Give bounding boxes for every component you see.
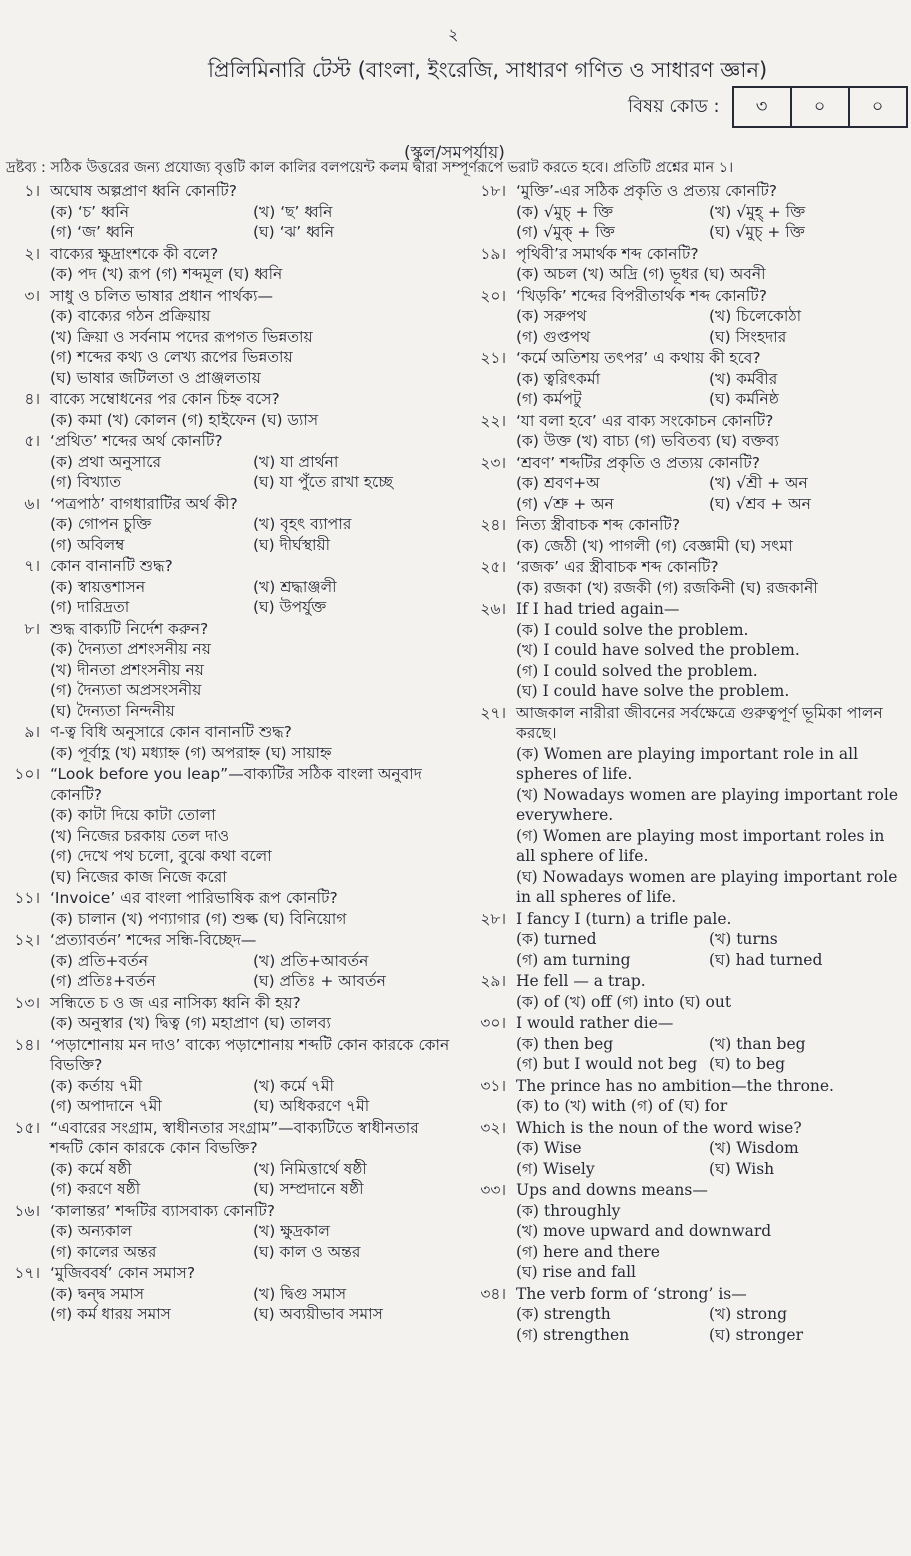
answer-option: (ঘ) rise and fall — [516, 1263, 636, 1281]
answer-option: (খ) ক্ষুদ্রকাল — [253, 1222, 330, 1240]
answer-option: (ক) I could solve the problem. — [516, 620, 749, 639]
answer-option: (গ) √মুক্ + ক্তি — [516, 223, 615, 241]
answer-options — [50, 1159, 456, 1200]
question-body — [50, 431, 456, 493]
question-item — [6, 389, 456, 430]
question-number: ৬। — [24, 494, 40, 513]
answer-option: (খ) than beg — [709, 1034, 806, 1053]
question-number: ৩৪। — [480, 1284, 506, 1303]
answer-option: (ক) বাক্যের গঠন প্রক্রিয়ায় — [50, 307, 211, 325]
question-number: ২৯। — [480, 972, 506, 990]
answer-option: (ঘ) had turned — [709, 950, 823, 969]
answer-option: (ঘ) দীর্ঘস্থায়ী — [253, 535, 331, 554]
answer-options — [516, 306, 902, 347]
answer-option: (গ) ‘জ’ ধ্বনি — [50, 223, 134, 241]
answer-option: (খ) বৃহৎ ব্যাপার — [253, 515, 352, 533]
answer-option: (ক) অন্যকাল — [50, 1222, 132, 1240]
question-text: ‘Invoice’ এর বাংলা পারিভাষিক রূপ কোনটি? — [50, 889, 338, 907]
question-text: শুদ্ধ বাক্যটি নির্দেশ করুন? — [50, 619, 209, 638]
answer-options — [50, 202, 456, 243]
answer-options — [516, 202, 902, 243]
question-text: ‘কালান্তর’ শব্দটির ব্যাসবাক্য কোনটি? — [50, 1201, 275, 1220]
answer-option: (খ) যা প্রার্থনা — [253, 452, 339, 471]
question-body — [516, 1118, 902, 1180]
question-body — [50, 764, 456, 887]
question-text: Ups and downs means— — [516, 1181, 708, 1199]
answer-option: (গ) প্রতিঃ+বর্তন — [50, 972, 156, 990]
question-number: ১০। — [14, 765, 40, 783]
question-body — [516, 557, 902, 598]
question-number: ২১। — [480, 349, 506, 367]
answer-option: (ঘ) প্রতিঃ + আবর্তন — [253, 972, 386, 990]
answer-option: (ক) দ্বন্দ্ব সমাস — [50, 1284, 145, 1303]
answer-option: (ক) প্রথা অনুসারে — [50, 452, 162, 471]
question-item — [472, 286, 902, 348]
question-body — [50, 1035, 456, 1117]
answer-options — [516, 578, 902, 599]
subject-code — [628, 86, 908, 128]
answer-option: (খ) শ্রদ্ধাঞ্জলী — [253, 577, 337, 596]
answer-option: (খ) strong — [709, 1305, 788, 1323]
question-text: ‘মুজিববর্ষ’ কোন সমাস? — [50, 1264, 196, 1282]
answer-options — [50, 306, 456, 388]
answer-option: (গ) দেখে পথ চলো, বুঝে কথা বলো — [50, 847, 272, 865]
answer-option: (খ) Nowadays women are playing important role everywhere. — [516, 785, 898, 824]
answer-options — [516, 369, 902, 410]
question-number: ৩১। — [480, 1076, 506, 1095]
question-body — [50, 494, 456, 556]
answer-option: (গ) শব্দের কথ্য ও লেখ্য রূপের ভিন্নতায় — [50, 348, 293, 366]
right-question-column — [472, 181, 902, 1346]
question-body — [50, 286, 456, 389]
question-number: ৮। — [24, 619, 40, 638]
answer-option: (ঘ) অব্যয়ীভাব সমাস — [253, 1305, 383, 1323]
answer-options — [50, 1076, 456, 1117]
question-text: নিত্য স্ত্রীবাচক শব্দ কোনটি? — [516, 516, 681, 534]
question-body — [516, 599, 902, 702]
question-number: ২৫। — [480, 558, 506, 576]
question-text: The prince has no ambition—the throne. — [516, 1076, 834, 1095]
answer-option: (গ) দারিদ্রতা — [50, 598, 130, 616]
question-item — [472, 557, 902, 598]
question-text: ‘কর্মে অতিশয় তৎপর’ এ কথায় কী হবে? — [516, 349, 761, 367]
question-body — [516, 1284, 902, 1346]
answer-option: (ক) কমা (খ) কোলন (গ) হাইফেন (ঘ) ড্যাস — [50, 410, 319, 429]
question-number: ১৯। — [480, 244, 506, 263]
answer-options — [50, 743, 456, 764]
answer-options — [516, 1201, 902, 1283]
answer-option: (ক) দৈন্যতা প্রশংসনীয় নয় — [50, 640, 211, 658]
answer-options — [516, 1138, 902, 1179]
question-text: If I had tried again— — [516, 600, 680, 618]
answer-option: (ক) to (খ) with (গ) of (ঘ) for — [516, 1097, 728, 1115]
question-body — [50, 722, 456, 763]
subject-code-digit: ৩ — [755, 95, 768, 117]
question-number: ৫। — [24, 432, 40, 450]
answer-options — [516, 929, 902, 970]
answer-option: (খ) ‘ছ’ ধ্বনি — [253, 202, 333, 221]
answer-options — [516, 1096, 902, 1117]
answer-options — [50, 1284, 456, 1325]
question-body — [516, 453, 902, 515]
question-body — [50, 1201, 456, 1263]
answer-options — [50, 805, 456, 887]
answer-option: (ঘ) সিংহদার — [709, 327, 787, 346]
exam-title: প্রিলিমিনারি টেস্ট (বাংলা, ইংরেজি, সাধারণ গণিত ও সাধারণ জ্ঞান) — [208, 58, 768, 82]
question-item — [6, 181, 456, 243]
question-text: Which is the noun of the word wise? — [516, 1118, 802, 1137]
question-text: ‘পত্রপাঠ’ বাগধারাটির অর্থ কী? — [50, 494, 238, 513]
question-number: ২৭। — [480, 703, 506, 722]
question-text: কোন বানানটি শুদ্ধ? — [50, 557, 173, 575]
question-text: ‘রজক’ এর স্ত্রীবাচক শব্দ কোনটি? — [516, 558, 719, 576]
question-number: ২৪। — [480, 516, 506, 534]
question-number: ২৩। — [480, 453, 506, 472]
answer-option: (গ) strengthen — [516, 1325, 630, 1344]
question-text: আজকাল নারীরা জীবনের সর্বক্ষেত্রে গুরুত্বপূর্ণ ভূমিকা পালন করছে। — [516, 703, 883, 742]
answer-option: (খ) চিলেকোঠা — [709, 307, 802, 325]
question-text: “Look before you leap”—বাক্যটির সঠিক বাংলা অনুবাদ কোনটি? — [50, 765, 422, 804]
answer-option: (ঘ) √মুচ্ + ক্তি — [709, 223, 805, 241]
question-body — [516, 1013, 902, 1075]
answer-option: (খ) √শ্রী + অন — [709, 474, 808, 492]
answer-options — [50, 1221, 456, 1262]
question-text: সন্ধিতে চ ও জ এর নাসিক্য ধ্বনি কী হয়? — [50, 993, 301, 1012]
question-body — [516, 244, 902, 285]
answer-options — [516, 1304, 902, 1345]
question-text: He fell — a trap. — [516, 972, 646, 990]
question-item — [6, 1263, 456, 1325]
answer-option: (গ) Wisely — [516, 1159, 595, 1178]
answer-options — [50, 577, 456, 618]
question-number: ২৮। — [480, 909, 506, 928]
question-item — [472, 348, 902, 410]
answer-option: (খ) দ্বিগু সমাস — [253, 1284, 347, 1303]
answer-option: (ক) কাটা দিয়ে কাটা তোলা — [50, 806, 216, 824]
question-text: I would rather die— — [516, 1014, 674, 1032]
answer-option: (ঘ) সম্প্রদানে ষষ্ঠী — [253, 1180, 364, 1198]
question-body — [50, 1263, 456, 1325]
question-item — [472, 181, 902, 243]
question-body — [516, 971, 902, 1012]
question-number: ৩৩। — [480, 1181, 506, 1199]
answer-options — [516, 992, 902, 1013]
question-number: ৩২। — [480, 1118, 506, 1137]
question-number: ২। — [24, 244, 40, 263]
question-number: ৩০। — [480, 1014, 506, 1032]
answer-options — [516, 536, 902, 557]
answer-option: (খ) নিজের চরকায় তেল দাও — [50, 826, 230, 845]
question-text: অঘোষ অল্পপ্রাণ ধ্বনি কোনটি? — [50, 182, 237, 200]
answer-option: (খ) প্রতি+আবর্তন — [253, 951, 369, 970]
answer-option: (গ) Women are playing most important roles in all sphere of life. — [516, 826, 885, 865]
question-text: “এবারের সংগ্রাম, স্বাধীনতার সংগ্রাম”—বাক্যটিতে স্বাধীনতার শব্দটি কোন কারকে কোন বিভক্তি? — [50, 1118, 419, 1157]
answer-option: (গ) দৈন্যতা অপ্রসংসনীয় — [50, 681, 202, 699]
question-body — [516, 909, 902, 971]
question-number: ১২। — [14, 931, 40, 949]
answer-option: (ক) প্রতি+বর্তন — [50, 951, 148, 970]
question-item — [472, 1284, 902, 1346]
question-item — [6, 431, 456, 493]
exam-subtitle: (স্কুল/সমপর্যায়) — [404, 143, 505, 163]
question-body — [50, 556, 456, 618]
question-item — [472, 453, 902, 515]
answer-option: (ঘ) ‘ঝ’ ধ্বনি — [253, 223, 335, 241]
answer-options — [50, 909, 456, 930]
answer-option: (ক) জেঠী (খ) পাগলী (গ) বেজ্ঞামী (ঘ) সৎমা — [516, 536, 793, 555]
question-text: ‘মুক্তি’-এর সঠিক প্রকৃতি ও প্রত্যয় কোনটি? — [516, 182, 777, 200]
answer-option: (খ) কর্মে ৭মী — [253, 1076, 334, 1095]
answer-option: (ক) কর্মে ষষ্ঠী — [50, 1159, 132, 1178]
answer-option: (ঘ) কর্মনিষ্ঠ — [709, 390, 779, 408]
answer-option: (খ) √মুহ্ + ক্তি — [709, 202, 806, 221]
question-text: পৃথিবী’র সমার্থক শব্দ কোনটি? — [516, 244, 699, 263]
answer-option: (খ) ক্রিয়া ও সর্বনাম পদের রূপগত ভিন্নতায় — [50, 327, 313, 346]
question-item — [6, 494, 456, 556]
question-text: ‘খিড়কি’ শব্দের বিপরীতার্থক শব্দ কোনটি? — [516, 286, 767, 305]
answer-options — [50, 452, 456, 493]
answer-option: (খ) turns — [709, 930, 778, 948]
question-item — [472, 971, 902, 1012]
answer-option: (গ) অপাদানে ৭মী — [50, 1097, 162, 1115]
question-text: বাক্যের ক্ষুদ্রাংশকে কী বলে? — [50, 244, 219, 263]
answer-option: (ক) স্বায়ত্তশাসন — [50, 577, 146, 596]
answer-option: (ক) strength — [516, 1305, 611, 1323]
question-number: ১৫। — [14, 1118, 40, 1137]
answer-option: (ঘ) যা পুঁতে রাখা হচ্ছে — [253, 473, 393, 491]
question-number: ৪। — [24, 390, 40, 408]
question-item — [6, 888, 456, 929]
answer-options — [50, 514, 456, 555]
answer-options — [50, 264, 456, 285]
answer-option: (ঘ) Wish — [709, 1159, 775, 1178]
answer-option: (ঘ) নিজের কাজ নিজে করো — [50, 867, 227, 886]
question-item — [6, 764, 456, 887]
question-item — [6, 286, 456, 389]
question-body — [50, 930, 456, 992]
question-item — [6, 1201, 456, 1263]
question-text: সাধু ও চলিত ভাষার প্রধান পার্থক্য— — [50, 286, 273, 305]
answer-option: (ক) অচল (খ) অদ্রি (গ) ভূধর (ঘ) অবনী — [516, 265, 766, 283]
answer-option: (ক) রজকা (খ) রজকী (গ) রজকিনী (ঘ) রজকানী — [516, 578, 818, 597]
question-number: ৩। — [24, 286, 40, 305]
left-question-column — [6, 181, 456, 1326]
question-body — [50, 1118, 456, 1200]
answer-option: (খ) I could have solved the problem. — [516, 641, 800, 659]
question-text: ণ-ত্ব বিধি অনুসারে কোন বানানটি শুদ্ধ? — [50, 723, 292, 741]
answer-option: (গ) কর্ম ধারয় সমাস — [50, 1305, 171, 1323]
answer-options — [516, 1034, 902, 1075]
answer-option: (ক) of (খ) off (গ) into (ঘ) out — [516, 992, 732, 1011]
question-text: I fancy I (turn) a trifle pale. — [516, 909, 732, 928]
question-item — [6, 556, 456, 618]
answer-option: (ক) চালান (খ) পণ্যাগার (গ) শুল্ক (ঘ) বিনিয়োগ — [50, 909, 347, 928]
question-number: ২০। — [480, 286, 506, 305]
question-text: বাক্যে সম্বোধনের পর কোন চিহ্ন বসে? — [50, 390, 280, 408]
question-item — [6, 993, 456, 1034]
question-item — [6, 930, 456, 992]
question-item — [472, 703, 902, 908]
question-text: ‘পড়াশোনায় মন দাও’ বাক্যে পড়াশোনায় শব্দটি কোন কারকে কোন বিভক্তি? — [50, 1035, 450, 1074]
question-item — [472, 411, 902, 452]
question-item — [6, 619, 456, 722]
answer-option: (ঘ) Nowadays women are playing important role in all spheres of life. — [516, 867, 898, 906]
answer-options — [516, 620, 902, 702]
answer-option: (ঘ) উপর্যুক্ত — [253, 598, 327, 616]
question-body — [516, 1180, 902, 1283]
question-number: ১৬। — [14, 1201, 40, 1220]
answer-option: (ক) পদ (খ) রূপ (গ) শব্দমূল (ঘ) ধ্বনি — [50, 265, 283, 283]
question-body — [516, 348, 902, 410]
answer-option: (গ) গুপ্তপথ — [516, 327, 591, 346]
answer-option: (ক) গোপন চুক্তি — [50, 515, 152, 533]
question-number: ১৭। — [14, 1264, 40, 1282]
answer-option: (গ) করণে ষষ্ঠী — [50, 1180, 141, 1198]
question-body — [50, 389, 456, 430]
answer-option: (ক) অনুস্বার (খ) দ্বিত্ব (গ) মহাপ্রাণ (ঘ) তালব্য — [50, 1014, 331, 1032]
answer-option: (ঘ) ভাষার জটিলতা ও প্রাঞ্জলতায় — [50, 368, 261, 387]
question-item — [472, 244, 902, 285]
answer-option: (ক) শ্রবণ+অ — [516, 474, 600, 492]
page-number: ২ — [448, 25, 459, 44]
answer-option: (ঘ) অধিকরণে ৭মী — [253, 1097, 370, 1115]
answer-option: (গ) but I would not beg — [516, 1055, 698, 1073]
question-item — [472, 1013, 902, 1075]
question-item — [472, 909, 902, 971]
answer-option: (ক) turned — [516, 930, 597, 948]
subject-code-box — [732, 86, 908, 128]
answer-options — [516, 264, 902, 285]
question-item — [472, 1118, 902, 1180]
answer-options — [50, 639, 456, 721]
question-text: ‘প্রথিত’ শব্দের অর্থ কোনটি? — [50, 432, 223, 450]
question-number: ৯। — [24, 723, 40, 741]
answer-option: (ক) Wise — [516, 1139, 582, 1157]
question-item — [6, 722, 456, 763]
subject-code-digit: ০ — [790, 88, 848, 126]
answer-option: (গ) কালের অন্তর — [50, 1242, 157, 1261]
answer-option: (ক) ত্বরিৎকর্মা — [516, 369, 601, 388]
answer-options — [50, 951, 456, 992]
answer-option: (ক) কর্তায় ৭মী — [50, 1076, 143, 1095]
answer-option: (গ) am turning — [516, 950, 631, 969]
answer-option: (গ) √শ্রু + অন — [516, 494, 614, 513]
question-number: ১১। — [14, 889, 40, 907]
answer-option: (ঘ) I could have solve the problem. — [516, 682, 790, 700]
answer-option: (ঘ) কাল ও অন্তর — [253, 1242, 361, 1261]
question-item — [472, 599, 902, 702]
answer-option: (খ) move upward and downward — [516, 1222, 772, 1240]
answer-option: (ঘ) √শ্রব + অন — [709, 494, 811, 513]
question-body — [516, 286, 902, 348]
answer-options — [50, 410, 456, 431]
question-number: ২২। — [480, 411, 506, 430]
answer-option: (খ) Wisdom — [709, 1139, 799, 1157]
answer-option: (ক) উক্ত (খ) বাচ্য (গ) ভবিতব্য (ঘ) বক্তব্য — [516, 432, 779, 450]
question-text: The verb form of ‘strong’ is— — [516, 1284, 747, 1303]
question-number: ৭। — [24, 557, 40, 575]
question-body — [50, 888, 456, 929]
question-body — [50, 244, 456, 285]
answer-option: (খ) কর্মবীর — [709, 369, 778, 388]
answer-option: (ক) throughly — [516, 1201, 621, 1220]
question-number: ১। — [24, 182, 40, 200]
answer-option: (ক) then beg — [516, 1034, 614, 1053]
answer-options — [516, 473, 902, 514]
question-body — [516, 703, 902, 908]
question-number: ১৪। — [14, 1035, 40, 1054]
answer-option: (গ) I could solved the problem. — [516, 661, 758, 680]
answer-option: (গ) অবিলম্ব — [50, 535, 125, 554]
answer-option: (গ) বিখ্যাত — [50, 473, 122, 491]
question-body — [50, 619, 456, 722]
instruction: দ্রষ্টব্য : সঠিক উত্তরের জন্য প্রযোজ্য বৃত্তটি কাল কালির বলপয়েন্ট কলম দ্বারা সম্পূর্ণরূপে ভরাট করতে হবে। প্রতিটি প্রশ্নের মান ১। — [6, 160, 734, 176]
question-text: ‘শ্রবণ’ শব্দটির প্রকৃতি ও প্রত্যয় কোনটি? — [516, 453, 760, 472]
answer-option: (ঘ) দৈন্যতা নিন্দনীয় — [50, 701, 175, 720]
answer-options — [516, 431, 902, 452]
question-number: ২৬। — [480, 600, 506, 618]
question-item — [6, 244, 456, 285]
question-number: ১৮। — [480, 182, 506, 200]
question-text: ‘যা বলা হবে’ এর বাক্য সংকোচন কোনটি? — [516, 411, 774, 430]
answer-option: (ক) পূর্বাহ্ণ (খ) মধ্যাহ্ন (গ) অপরাহ্ন (ঘ) সায়াহ্ন — [50, 743, 332, 762]
answer-option: (গ) কর্মপটু — [516, 390, 582, 408]
question-body — [516, 411, 902, 452]
question-item — [6, 1035, 456, 1117]
answer-option: (ক) ‘চ’ ধ্বনি — [50, 202, 129, 221]
question-item — [6, 1118, 456, 1200]
answer-option: (খ) দীনতা প্রশংসনীয় নয় — [50, 660, 204, 679]
question-text: ‘প্রত্যাবর্তন’ শব্দের সন্ধি-বিচ্ছেদ— — [50, 931, 257, 949]
question-item — [472, 1180, 902, 1283]
answer-option: (খ) নিমিত্তার্থে ষষ্ঠী — [253, 1159, 367, 1178]
answer-option: (ক) Women are playing important role in all spheres of life. — [516, 744, 859, 783]
answer-option: (ক) সরুপথ — [516, 307, 587, 325]
question-body — [516, 1076, 902, 1117]
answer-option: (ঘ) stronger — [709, 1325, 804, 1344]
question-body — [516, 515, 902, 556]
answer-options — [516, 744, 902, 908]
answer-options — [50, 1013, 456, 1034]
answer-option: (ক) √মুচ্ + ক্তি — [516, 202, 614, 221]
subject-code-label: বিষয় কোড : — [628, 95, 720, 117]
question-body — [516, 181, 902, 243]
question-body — [50, 993, 456, 1034]
question-item — [472, 515, 902, 556]
question-number: ১৩। — [14, 993, 40, 1012]
answer-option: (ঘ) to beg — [709, 1055, 786, 1073]
question-body — [50, 181, 456, 243]
subject-code-digit: ০ — [848, 88, 906, 126]
question-item — [472, 1076, 902, 1117]
answer-option: (গ) here and there — [516, 1242, 660, 1261]
